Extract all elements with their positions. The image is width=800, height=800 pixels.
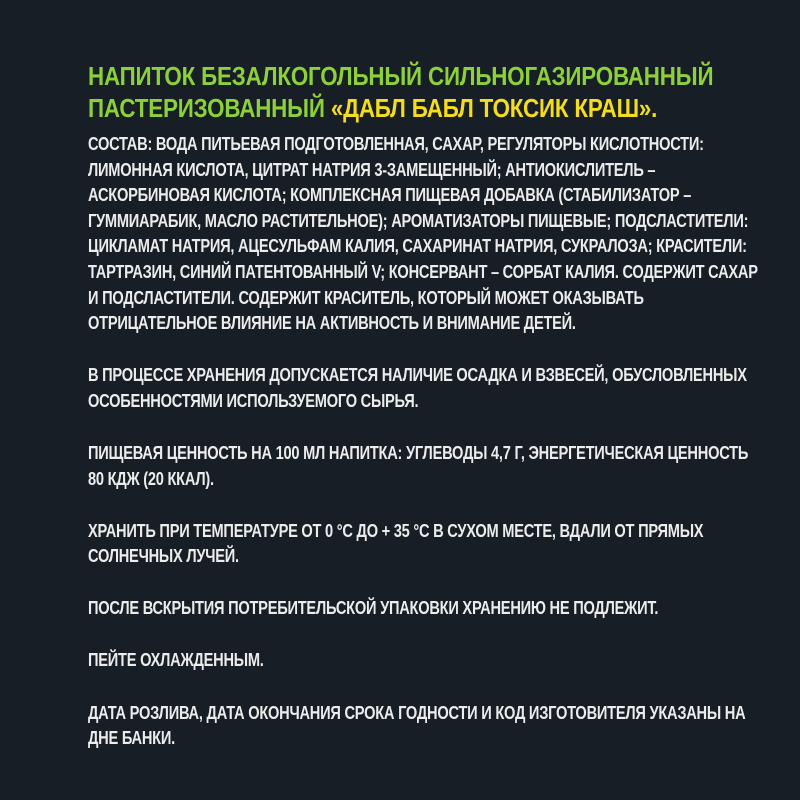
nutrition-facts: ПИЩЕВАЯ ЦЕННОСТЬ НА 100 МЛ НАПИТКА: УГЛЕВОДЫ 4,7 Г, ЭНЕРГЕТИЧЕСКАЯ ЦЕННОСТЬ 80 КДЖ (20 ККАЛ). (88, 441, 749, 489)
label-body (88, 131, 758, 751)
date-code-note: ДАТА РОЗЛИВА, ДАТА ОКОНЧАНИЯ СРОКА ГОДНОСТИ И КОД ИЗГОТОВИТЕЛЯ УКАЗАНЫ НА ДНЕ БАНКИ. (88, 701, 746, 749)
title-line-2-prefix: ПАСТЕРИЗОВАННЫЙ (88, 93, 331, 123)
product-title (88, 60, 720, 124)
serving-suggestion: ПЕЙТЕ ОХЛАЖДЕННЫМ. (88, 649, 264, 671)
storage-conditions: ХРАНИТЬ ПРИ ТЕМПЕРАТУРЕ ОТ 0 °С ДО + 35 °С В СУХОМ МЕСТЕ, ВДАЛИ ОТ ПРЯМЫХ СОЛНЕЧНЫХ ЛУЧЕЙ. (88, 519, 704, 567)
product-name: «ДАБЛ БАБЛ ТОКСИК КРАШ». (330, 93, 658, 123)
after-opening-note: ПОСЛЕ ВСКРЫТИЯ ПОТРЕБИТЕЛЬСКОЙ УПАКОВКИ ХРАНЕНИЮ НЕ ПОДЛЕЖИТ. (88, 597, 659, 619)
ingredients-paragraph: СОСТАВ: ВОДА ПИТЬЕВАЯ ПОДГОТОВЛЕННАЯ, САХАР, РЕГУЛЯТОРЫ КИСЛОТНОСТИ: ЛИМОННАЯ КИСЛОТА, ЦИТРАТ НАТРИЯ 3-ЗАМЕЩЕННЫЙ; АНТИОКИСЛИТЕЛЬ – АСКОРБИНОВАЯ КИСЛОТА; КОМПЛЕКСНАЯ ПИЩЕВАЯ ДОБАВКА (СТАБИЛИЗАТОР – ГУММИАРАБИК, МАСЛО РАСТИТЕЛЬНОЕ); АРОМАТИЗАТОРЫ ПИЩЕВЫЕ; ПОДСЛАСТИТЕЛИ: ЦИКЛАМАТ НАТРИЯ, АЦЕСУЛЬФАМ КАЛИЯ, САХАРИНАТ НАТРИЯ, СУКРАЛОЗА; КРАСИТЕЛИ: ТАРТРАЗИН, СИНИЙ ПАТЕНТОВАННЫЙ V; КОНСЕРВАНТ – СОРБАТ КАЛИЯ. СОДЕРЖИТ САХАР И ПОДСЛАСТИТЕЛИ. СОДЕРЖИТ КРАСИТЕЛЬ, КОТОРЫЙ МОЖЕТ ОКАЗЫВАТЬ ОТРИЦАТЕЛЬНОЕ ВЛИЯНИЕ НА АКТИВНОСТЬ И ВНИМАНИЕ ДЕТЕЙ. (88, 133, 758, 334)
title-line-1: НАПИТОК БЕЗАЛКОГОЛЬНЫЙ СИЛЬНОГАЗИРОВАННЫЙ (88, 61, 714, 91)
sediment-note: В ПРОЦЕССЕ ХРАНЕНИЯ ДОПУСКАЕТСЯ НАЛИЧИЕ ОСАДКА И ВЗВЕСЕЙ, ОБУСЛОВЛЕННЫХ ОСОБЕННОСТЯМИ ИСПОЛЬЗУЕМОГО СЫРЬЯ. (88, 364, 747, 411)
